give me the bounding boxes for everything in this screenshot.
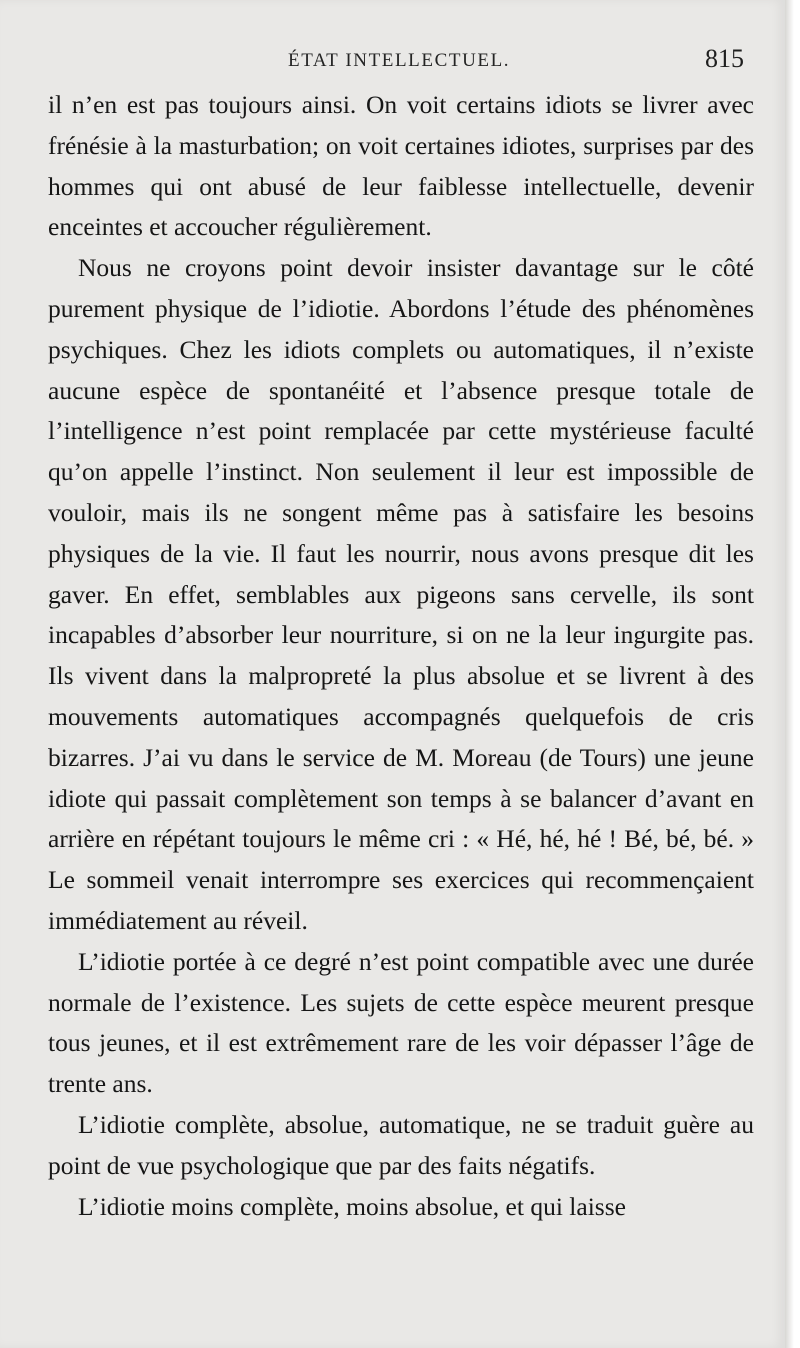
body-text — [48, 85, 754, 1227]
paragraph: L’idiotie portée à ce degré n’est point compatible avec une durée normale de l’existence. Les sujets de cette espèce meurent presque tous jeunes, et il est extrêmement rare de les voir dépasser l’âge de trente ans. — [48, 946, 754, 1099]
paragraph: L’idiotie moins complète, moins absolue, et qui laisse — [78, 1191, 626, 1221]
running-title: ÉTAT INTELLECTUEL. — [288, 50, 511, 71]
paragraph: Nous ne croyons point devoir insister davantage sur le côté purement physique de l’idiotie. Abordons l’étude des phénomènes psychiques. Chez les idiots complets ou automatiques, il n’existe aucune espèce de spontanéité et l’absence presque totale de l’intelligence n’est point remplacée par cette mystérieuse faculté qu’on appelle l’instinct. Non seulement il leur est impossible de vouloir, mais ils ne songent même pas à satisfaire les besoins physiques de la vie. Il faut les nourrir, nous avons presque dit les gaver. En effet, semblables aux pigeons sans cervelle, ils sont incapables d’absorber leur nourriture, si on ne la leur ingurgite pas. Ils vivent dans la malpropreté la plus absolue et se livrent à des mouvements automatiques accompagnés quelquefois de cris bizarres. J’ai vu dans le service de M. Moreau (de Tours) une jeune idiote qui passait complètement son temps à se balancer d’avant en arrière en répétant toujours le même cri : « Hé, hé, hé ! Bé, bé, bé. » Le sommeil venait interrompre ses exercices qui recommençaient immédiatement au réveil. — [48, 253, 754, 935]
page-number: 815 — [705, 44, 744, 73]
paragraph-continuation: il n’en est pas toujours ainsi. On voit certains idiots se livrer avec frénésie à la masturbation; on voit certaines idiotes, surprises par des hommes qui ont abusé de leur faiblesse intellectuelle, devenir enceintes et accoucher régulièrement. — [48, 90, 754, 242]
page-edge — [785, 0, 800, 1348]
running-head — [0, 44, 785, 84]
paragraph: L’idiotie complète, absolue, automatique, ne se traduit guère au point de vue psychologique que par des faits négatifs. — [48, 1109, 754, 1180]
